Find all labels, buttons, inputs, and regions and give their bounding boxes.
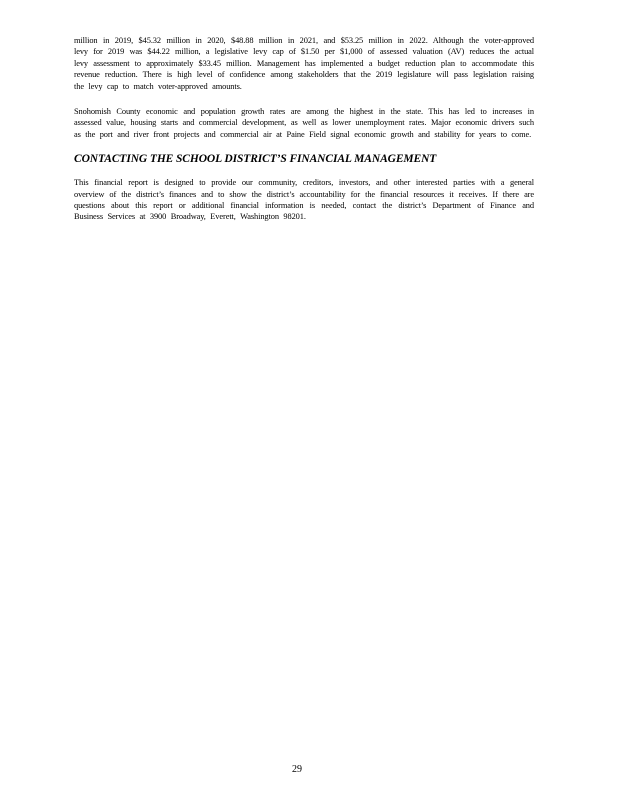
contact-paragraph: This financial report is designed to provide our community, creditors, investors, and other interested parties with a general overview of the district’s finances and to show the district’s accountability for the financial resources it receives. If there are questions about this report or additional financial information is needed, contact the district’s Department of Finance and Business Services at 3900 Broadway, Everett, Washington 98201.: [74, 178, 534, 222]
levy-paragraph: million in 2019, $45.32 million in 2020, $48.88 million in 2021, and $53.25 million in 2022. Although the voter-approved levy for 2019 was $44.22 million, a legislative levy cap of $1.50 per $1,000 of assessed valuation (AV) reduces the actual levy assessment to approximately $33.45 million. Management has implemented a budget reduction plan to accommodate this revenue reduction. There is high level of confidence among stakeholders that the 2019 legislature will pass legislation raising the levy cap to match voter-approved amounts.: [74, 36, 534, 91]
economy-paragraph: Snohomish County economic and population growth rates are among the highest in the state. This has led to increases in assessed value, housing starts and commercial development, as well as lower unemployment rates. Major economic drivers such as the port and river front projects and commercial air at Paine Field signal economic growth and stability for years to come.: [74, 107, 534, 139]
page-number: 29: [292, 764, 302, 775]
section-heading: CONTACTING THE SCHOOL DISTRICT’S FINANCIAL MANAGEMENT: [74, 153, 437, 166]
page-content: [74, 35, 534, 223]
